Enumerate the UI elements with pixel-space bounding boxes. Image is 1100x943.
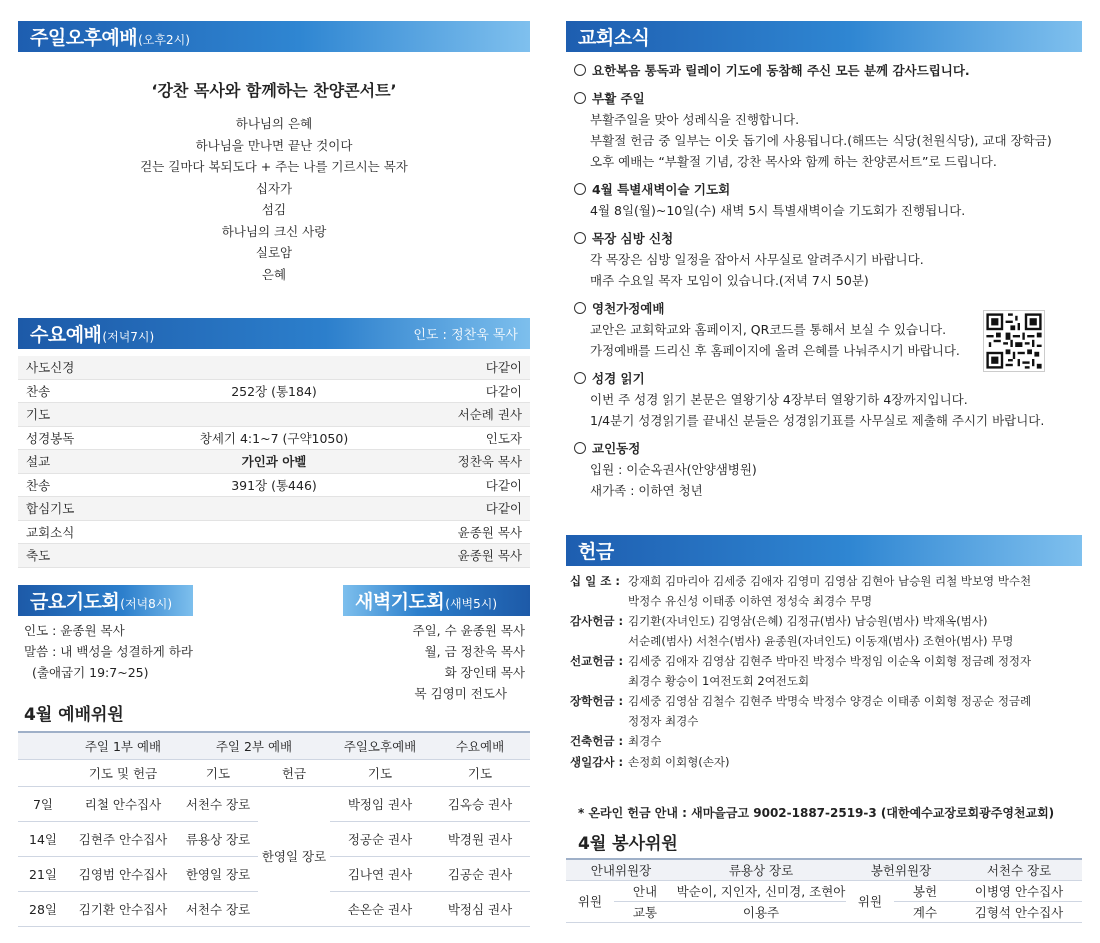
news-line: 이번 주 성경 읽기 본문은 열왕기상 4장부터 열왕기하 4장까지입니다. (590, 392, 968, 407)
concert-title: ‘강찬 목사와 함께하는 찬양콘서트’ (151, 81, 397, 100)
traffic-label: 교통 (614, 901, 676, 922)
order-row (18, 474, 530, 498)
person-cell: 한영일 장로 (178, 856, 258, 891)
news-title: 교회소식 (578, 27, 650, 49)
offering-names: 강재희 김마리아 김세중 김애자 김영미 김영삼 김현아 남승원 리철 박보영 박수천 (628, 574, 1032, 588)
april-service-table (566, 858, 1082, 923)
news-item-title (574, 60, 1089, 81)
table-row (18, 786, 530, 821)
order-detail: 창세기 4:1~7 (구약1050) (199, 430, 349, 446)
person-cell: 리철 안수집사 (68, 786, 178, 821)
news-line: 각 목장은 심방 일정을 잡아서 사무실로 알려주시기 바랍니다. (590, 252, 924, 267)
friday-scripture: (출애굽기 19:7~25) (32, 665, 149, 680)
news-item (574, 438, 1089, 501)
news-line: 입원 : 이순옥권사(안양샘병원) (590, 462, 757, 477)
order-row (18, 403, 530, 427)
news-line: 새가족 : 이하연 청년 (590, 483, 703, 498)
news-line: 오후 예배는 “부활절 기념, 강찬 목사와 함께 하는 찬양콘서트”로 드립니다. (590, 154, 997, 169)
order-person: 서순례 권사 (457, 407, 522, 423)
offering-row (570, 612, 1090, 651)
order-row (18, 427, 530, 451)
news-line: 교안은 교회학교와 홈페이지, QR코드를 통해서 보실 수 있습니다. (590, 322, 947, 337)
person-cell: 김옥승 권사 (430, 786, 530, 821)
news-line: 4월 8일(월)~10일(수) 새벽 5시 특별새벽이슬 기도회가 진행됩니다. (590, 203, 966, 218)
person-cell: 박경원 권사 (430, 821, 530, 856)
order-item: 기도 (26, 407, 51, 423)
dawn-line: 화 장인태 목사 (444, 665, 525, 680)
dawn-line: 목 김영미 전도사 (414, 686, 507, 701)
guide-head-label: 안내위원장 (566, 859, 676, 880)
order-row (18, 521, 530, 545)
order-row (18, 450, 530, 474)
friday-time: (저녁8시) (120, 596, 173, 611)
order-item: 축도 (26, 548, 51, 564)
song-item: 하나님의 은혜 (235, 116, 313, 131)
offering-shared-cell: 한영일 장로 (258, 786, 330, 926)
member-label: 위원 (846, 880, 894, 922)
news-item-title-text: 교인동정 (592, 441, 641, 456)
guide-head-name: 류용상 장로 (676, 859, 846, 880)
song-item: 섬김 (261, 202, 287, 217)
guide-names: 박순이, 지인자, 신미경, 조현아 (676, 880, 846, 901)
news-item-title (574, 88, 1089, 109)
song-item: 은혜 (261, 266, 287, 282)
news-item-title (574, 228, 1089, 249)
order-item: 성경봉독 (26, 430, 75, 446)
news-line: 매주 수요일 목자 모임이 있습니다.(저녁 7시 50분) (590, 273, 869, 288)
news-item (574, 228, 1089, 291)
offer-head-label: 봉헌위원장 (846, 859, 956, 880)
order-row (18, 380, 530, 404)
dawn-header (343, 585, 530, 616)
person-cell: 서천수 장로 (178, 891, 258, 926)
april-worship-title: 4월 예배위원 (24, 705, 124, 725)
dawn-time: (새벽5시) (445, 596, 498, 611)
friday-leader: 인도 : 윤종원 목사 (24, 623, 125, 638)
friday-title: 금요기도회 (30, 591, 120, 613)
song-item: 걷는 길마다 복되도다 + 주는 나를 기르시는 목자 (140, 159, 408, 174)
circle-bullet-icon (574, 183, 586, 195)
song-item: 하나님을 만나면 끝난 것이다 (195, 137, 353, 153)
col-subhead: 기도 및 헌금 (68, 759, 178, 786)
offering-names: 손정희 이회형(손자) (628, 754, 730, 769)
dawn-title: 새벽기도회 (355, 591, 445, 613)
day-cell: 21일 (18, 856, 68, 891)
day-cell: 28일 (18, 891, 68, 926)
offer-head-name: 서천수 장로 (956, 859, 1082, 880)
news-item-title-text: 4월 특별새벽이슬 기도회 (592, 182, 731, 197)
circle-bullet-icon (574, 232, 586, 244)
col-head: 수요예배 (430, 732, 530, 759)
friday-header (18, 585, 193, 616)
offering-label: 십 일 조 : (570, 574, 620, 588)
song-item: 실로암 (255, 245, 293, 260)
circle-bullet-icon (574, 442, 586, 454)
person-cell: 류용상 장로 (178, 821, 258, 856)
order-item: 설교 (26, 454, 51, 470)
news-line: 부활절 헌금 중 일부는 이웃 돕기에 사용됩니다.(해뜨는 식당(천원식당), 교대 장학금) (590, 133, 1052, 148)
offering-names: 서순례(범사) 서천수(범사) 윤종원(자녀인도) 이동재(범사) 조현아(범사) 무명 (628, 633, 1014, 648)
col-subhead: 기도 (178, 759, 258, 786)
offering-label: 감사헌금 : (570, 614, 624, 628)
order-person: 윤종원 목사 (457, 524, 522, 540)
concert-program (18, 78, 530, 285)
member-label: 위원 (566, 880, 614, 922)
news-item (574, 368, 1089, 431)
col-head: 주일 1부 예배 (68, 732, 178, 759)
guide-label: 안내 (614, 880, 676, 901)
order-item: 찬송 (26, 477, 51, 493)
dawn-info (280, 620, 525, 704)
order-detail: 252장 (통184) (231, 383, 317, 399)
count-label: 계수 (894, 901, 956, 922)
person-cell: 정공순 권사 (330, 821, 430, 856)
order-item: 합심기도 (26, 501, 75, 517)
order-row (18, 544, 530, 568)
circle-bullet-icon (574, 92, 586, 104)
sunday-pm-time: (오후2시) (138, 32, 190, 47)
traffic-names: 이용주 (676, 901, 846, 922)
news-item-title-text: 목장 심방 신청 (592, 231, 674, 246)
news-item-title-text: 성경 읽기 (592, 371, 645, 386)
col-subhead: 기도 (330, 759, 430, 786)
wednesday-header (18, 318, 530, 349)
news-line: 가정예배를 드리신 후 홈페이지에 올려 은혜를 나눠주시기 바랍니다. (590, 343, 960, 358)
person-cell: 김기환 안수집사 (68, 891, 178, 926)
offering-names: 최경수 황승이 1여전도회 2여전도회 (628, 673, 810, 688)
person-cell: 김현주 안수집사 (68, 821, 178, 856)
news-header (566, 21, 1082, 52)
order-row (18, 356, 530, 380)
person-cell: 김공순 권사 (430, 856, 530, 891)
april-worship-table (18, 731, 530, 927)
offering-names: 정정자 최경수 (628, 713, 699, 728)
friday-info (18, 620, 278, 683)
blank-cell (18, 759, 68, 786)
news-item (574, 88, 1089, 172)
offering-row (570, 572, 1090, 611)
offering-label: 장학헌금 : (570, 694, 624, 708)
news-item (574, 60, 1089, 81)
order-person: 다같이 (485, 477, 522, 493)
qr-code-icon[interactable] (983, 310, 1045, 372)
offering-title: 헌금 (578, 541, 614, 563)
order-person: 다같이 (485, 501, 522, 517)
order-item: 사도신경 (26, 360, 75, 376)
offering-names: 김세중 김영삼 김철수 김현주 박명숙 박정수 양경순 이태종 이회형 정공순 정금례 (628, 694, 1032, 708)
col-head: 주일 2부 예배 (178, 732, 330, 759)
friday-message: 말씀 : 내 백성을 성결하게 하라 (24, 644, 193, 659)
person-cell: 박정임 권사 (330, 786, 430, 821)
news-item-title-text: 요한복음 통독과 릴레이 기도에 동참해 주신 모든 분께 감사드립니다. (592, 63, 970, 78)
dawn-line: 주일, 수 윤종원 목사 (412, 623, 525, 638)
circle-bullet-icon (574, 302, 586, 314)
news-list (574, 60, 1089, 508)
offering-row (570, 732, 1090, 752)
offering-names: 김세중 김애자 김영삼 김현주 박마진 박정수 박정임 이순옥 이회형 정금례 정정자 (628, 654, 1032, 668)
col-head: 주일오후예배 (330, 732, 430, 759)
offering-row (570, 753, 1090, 773)
order-item: 교회소식 (26, 524, 75, 540)
order-person: 윤종원 목사 (457, 548, 522, 564)
blank-cell (18, 732, 68, 759)
count-names: 김형석 안수집사 (956, 901, 1082, 922)
dawn-line: 월, 금 정찬욱 목사 (424, 644, 525, 659)
offering-label: 건축헌금 : (570, 734, 624, 748)
news-item-title-text: 부활 주일 (592, 91, 645, 106)
order-person: 정찬욱 목사 (457, 454, 522, 470)
song-item: 십자가 (255, 180, 293, 196)
april-service-title: 4월 봉사위원 (578, 834, 678, 854)
offering-header (566, 535, 1082, 566)
offering-list (570, 572, 1090, 773)
news-item-title (574, 179, 1089, 200)
col-subhead: 헌금 (258, 759, 330, 786)
person-cell: 김나연 권사 (330, 856, 430, 891)
person-cell: 서천수 장로 (178, 786, 258, 821)
offering-names: 박정수 유신성 이태종 이하연 정성숙 최경수 무명 (628, 593, 873, 608)
day-cell: 14일 (18, 821, 68, 856)
news-item-title-text: 영천가정예배 (592, 301, 665, 316)
wednesday-time: (저녁7시) (102, 329, 155, 344)
sermon-title: 가인과 아벨 (241, 454, 307, 470)
day-cell: 7일 (18, 786, 68, 821)
wednesday-order (18, 356, 530, 568)
order-person: 다같이 (485, 360, 522, 376)
offer-names: 이병영 안수집사 (956, 880, 1082, 901)
offering-names: 김기환(자녀인도) 김영삼(은혜) 김정규(범사) 남승원(범사) 박재옥(범사) (628, 614, 988, 628)
offering-label: 생일감사 : (570, 754, 624, 769)
person-cell: 김영범 안수집사 (68, 856, 178, 891)
person-cell: 박정심 권사 (430, 891, 530, 926)
news-line: 1/4분기 성경읽기를 끝내신 분들은 성경읽기표를 사무실로 제출해 주시기 바랍니다. (590, 413, 1045, 428)
online-offering-info: * 온라인 헌금 안내 : 새마을금고 9002-1887-2519-3 (대한예수교장로회광주영천교회) (578, 806, 1055, 820)
order-item: 찬송 (26, 383, 51, 399)
news-line: 부활주일을 맞아 성례식을 진행합니다. (590, 112, 800, 127)
person-cell: 손온순 권사 (330, 891, 430, 926)
wednesday-title: 수요예배 (30, 324, 102, 346)
offer-label: 봉헌 (894, 880, 956, 901)
order-person: 인도자 (485, 430, 522, 446)
circle-bullet-icon (574, 372, 586, 384)
offering-row (570, 692, 1090, 731)
sunday-pm-header (18, 21, 530, 52)
offering-names: 최경수 (628, 734, 662, 748)
song-item: 하나님의 크신 사랑 (221, 223, 327, 239)
col-subhead: 기도 (430, 759, 530, 786)
sunday-pm-title: 주일오후예배 (30, 27, 138, 49)
offering-label: 선교헌금 : (570, 654, 624, 668)
order-row (18, 497, 530, 521)
wednesday-leader: 인도 : 정찬욱 목사 (413, 328, 518, 343)
order-person: 다같이 (485, 383, 522, 399)
offering-row (570, 652, 1090, 691)
order-detail: 391장 (통446) (231, 477, 317, 493)
news-item-title (574, 438, 1089, 459)
news-item (574, 179, 1089, 221)
circle-bullet-icon (574, 64, 586, 76)
